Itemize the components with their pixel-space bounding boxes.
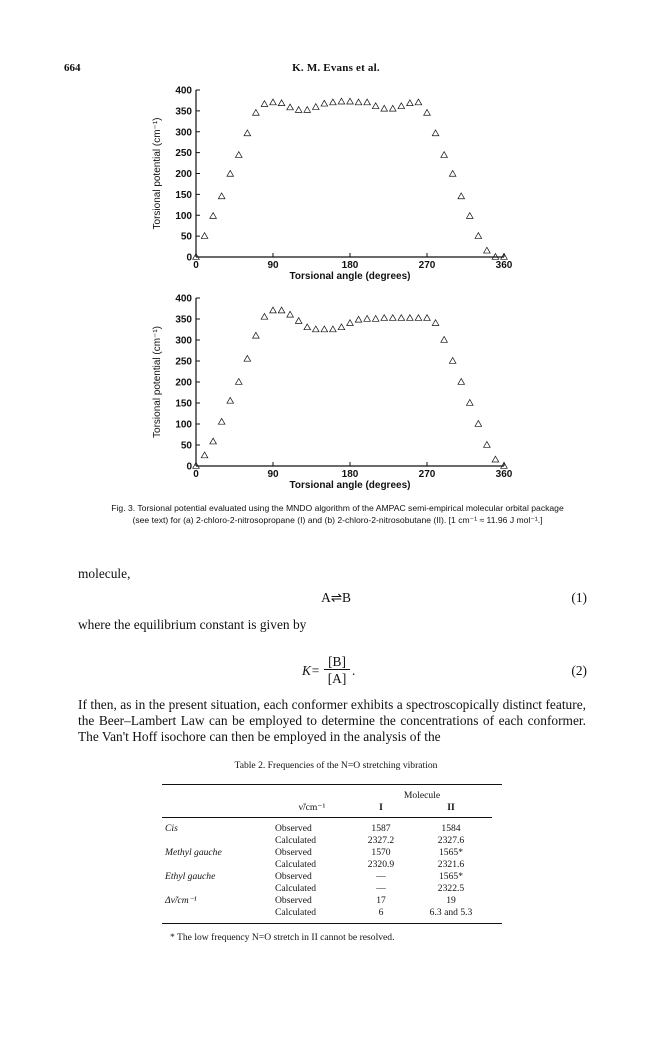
data-point	[218, 193, 225, 199]
value-II: 1565*	[439, 870, 463, 882]
row-label: Δν̃/cm⁻¹	[165, 894, 197, 906]
value-type: Calculated	[275, 906, 317, 918]
data-point	[210, 213, 217, 219]
data-point	[338, 324, 345, 330]
data-point	[389, 105, 396, 111]
x-axis-label: Torsional angle (degrees)	[289, 271, 411, 282]
data-point	[424, 315, 431, 321]
y-tick-label: 250	[175, 148, 192, 160]
equation-2-number: (2)	[571, 663, 587, 678]
data-point	[372, 316, 379, 322]
data-point	[407, 315, 414, 321]
table-rule-top	[162, 784, 502, 785]
data-point	[270, 307, 277, 313]
y-tick-label: 200	[175, 377, 192, 389]
x-tick-label: 90	[267, 260, 279, 271]
y-tick-label: 100	[175, 210, 192, 222]
data-point	[261, 313, 268, 319]
table-rule-bottom	[162, 923, 502, 924]
data-point	[295, 107, 302, 113]
data-point	[492, 456, 499, 462]
data-point	[475, 233, 482, 239]
paragraph-1: molecule,	[78, 566, 131, 581]
value-II: 1565*	[439, 846, 463, 858]
data-point	[441, 152, 448, 158]
y-tick-label: 200	[175, 169, 192, 180]
data-point	[381, 315, 388, 321]
data-point	[304, 107, 311, 113]
value-II: 19	[446, 894, 456, 906]
data-point	[364, 99, 371, 105]
data-point	[295, 318, 302, 324]
data-point	[244, 355, 251, 361]
row-label	[162, 906, 272, 918]
equation-2-period: .	[352, 663, 356, 678]
row-label: Cis	[165, 822, 178, 834]
data-point	[227, 170, 234, 176]
value-II: 2327.6	[437, 834, 465, 846]
y-axis-label: Torsional potential (cm⁻¹)	[152, 117, 163, 230]
value-II: 2321.6	[437, 858, 465, 870]
data-point	[278, 307, 285, 313]
row-label: Ethyl gauche	[165, 870, 216, 882]
value-type: Observed	[275, 894, 312, 906]
data-point	[398, 315, 405, 321]
x-tick-label: 360	[495, 260, 513, 271]
table-header-row-1	[162, 789, 492, 801]
paragraph-2: where the equilibrium constant is given by	[78, 617, 307, 632]
data-point	[330, 99, 337, 105]
x-tick-label: 270	[418, 469, 436, 480]
data-point	[261, 101, 268, 107]
data-point	[235, 152, 242, 158]
value-I: 17	[376, 894, 386, 906]
y-tick-label: 100	[175, 419, 192, 431]
table-row	[162, 846, 492, 858]
y-tick-label: 50	[180, 440, 192, 452]
x-tick-label: 180	[341, 260, 359, 271]
table-footnote: * The low frequency N=O stretch in II cannot be resolved.	[170, 932, 395, 943]
data-point	[381, 105, 388, 111]
data-point	[432, 320, 439, 326]
value-I: 2320.9	[367, 858, 395, 870]
y-tick-label: 150	[175, 398, 192, 410]
x-tick-label: 0	[193, 469, 199, 480]
data-point	[407, 100, 414, 106]
table-title: Table 2. Frequencies of the N=O stretching vibration	[234, 760, 438, 771]
table-row	[162, 870, 492, 882]
value-I: 2327.2	[367, 834, 395, 846]
table-row	[162, 882, 492, 894]
table-header-row-2	[162, 801, 492, 813]
value-type: Calculated	[275, 834, 317, 846]
data-point	[287, 311, 294, 317]
col-I-header: I	[379, 801, 383, 813]
y-tick-label: 300	[175, 335, 192, 347]
page-number: 664	[64, 62, 81, 74]
value-I: —	[376, 870, 386, 882]
row-label: Methyl gauche	[165, 846, 222, 858]
table-row	[162, 822, 492, 834]
data-point	[312, 326, 319, 332]
chart-a	[152, 86, 513, 283]
data-point	[270, 99, 277, 105]
data-point	[475, 421, 482, 427]
value-type: Observed	[275, 870, 312, 882]
equation-2-numerator: [B]	[324, 654, 350, 670]
data-point	[201, 233, 208, 239]
x-tick-label: 90	[267, 469, 279, 480]
y-tick-label: 250	[175, 356, 192, 368]
data-point	[458, 379, 465, 385]
x-tick-label: 0	[193, 260, 199, 271]
data-point	[458, 193, 465, 199]
x-tick-label: 270	[418, 260, 436, 271]
table-2	[162, 784, 502, 944]
data-point	[466, 400, 473, 406]
data-point	[484, 247, 491, 253]
data-point	[253, 109, 260, 115]
chart-b	[152, 294, 513, 492]
data-point	[449, 358, 456, 364]
data-point	[312, 104, 319, 110]
data-point	[355, 316, 362, 322]
figure-3	[0, 0, 672, 500]
equation-2	[302, 654, 372, 688]
data-point	[484, 442, 491, 448]
data-point	[347, 320, 354, 326]
data-point	[244, 130, 251, 136]
table-row	[162, 858, 492, 870]
equation-1: A⇌B	[321, 590, 351, 605]
col-II-header: II	[447, 801, 455, 813]
y-tick-label: 150	[175, 189, 192, 201]
y-tick-label: 350	[175, 314, 192, 326]
data-point	[441, 337, 448, 343]
data-point	[321, 326, 328, 332]
molecule-header: Molecule	[403, 789, 441, 801]
data-point	[235, 379, 242, 385]
y-tick-label: 50	[180, 231, 192, 243]
value-II: 1584	[441, 822, 461, 834]
data-point	[321, 100, 328, 106]
data-point	[210, 438, 217, 444]
paragraph-3: If then, as in the present situation, each conformer exhibits a spectroscopically distinct feature, the Beer–Lambert Law can be employed to determine the concentrations of each conformer. The Van't Hoff isochore can then be employed in the analysis of the	[78, 697, 586, 744]
data-point	[389, 315, 396, 321]
table-row	[162, 894, 492, 906]
x-tick-label: 180	[341, 469, 359, 480]
data-point	[355, 99, 362, 105]
row-label	[162, 858, 272, 870]
data-point	[304, 324, 311, 330]
data-point	[398, 103, 405, 109]
value-type: Calculated	[275, 882, 317, 894]
data-point	[466, 213, 473, 219]
x-tick-label: 360	[495, 469, 513, 480]
y-tick-label: 300	[175, 127, 192, 139]
y-tick-label: 400	[175, 293, 192, 305]
value-I: 1570	[371, 846, 391, 858]
data-point	[218, 418, 225, 424]
data-point	[432, 130, 439, 136]
y-tick-label: 400	[175, 85, 192, 97]
value-type: Calculated	[275, 858, 317, 870]
y-tick-label: 0	[186, 252, 192, 264]
data-point	[227, 397, 234, 403]
y-tick-label: 0	[186, 461, 192, 473]
data-point	[330, 326, 337, 332]
value-II: 2322.5	[437, 882, 465, 894]
value-type: Observed	[275, 846, 312, 858]
running-header: K. M. Evans et al.	[292, 62, 380, 74]
data-point	[372, 103, 379, 109]
data-point	[415, 315, 422, 321]
data-point	[449, 170, 456, 176]
value-II: 6.3 and 5.3	[429, 906, 473, 918]
table-row	[162, 834, 492, 846]
data-point	[347, 98, 354, 104]
data-point	[338, 98, 345, 104]
data-point	[415, 99, 422, 105]
y-tick-label: 350	[175, 106, 192, 118]
figure-caption: Fig. 3. Torsional potential evaluated using the MNDO algorithm of the AMPAC semi-empirical molecular orbital package (see text) for (a) 2-chloro-2-nitrosopropane (I) and (b) 2-chloro-2-nitrosobutane (II). [1 cm⁻¹ ≈ 11.96 J mol⁻¹.]	[111, 503, 564, 525]
equation-2-lhs: K=	[302, 663, 320, 678]
data-point	[364, 316, 371, 322]
data-point	[278, 100, 285, 106]
data-point	[253, 332, 260, 338]
unit-header: ν̃/cm⁻¹	[298, 801, 326, 813]
value-I: 1587	[371, 822, 391, 834]
equation-1-number: (1)	[571, 590, 587, 605]
y-axis-label: Torsional potential (cm⁻¹)	[152, 326, 163, 438]
table-row	[162, 906, 492, 918]
data-point	[201, 452, 208, 458]
x-axis-label: Torsional angle (degrees)	[289, 480, 411, 491]
data-point	[287, 104, 294, 110]
frequency-table	[162, 789, 492, 918]
row-label	[162, 834, 272, 846]
equation-2-denominator: [A]	[327, 671, 347, 686]
value-I: —	[376, 882, 386, 894]
data-point	[424, 109, 431, 115]
value-type: Observed	[275, 822, 312, 834]
value-I: 6	[378, 906, 384, 918]
row-label	[162, 882, 272, 894]
